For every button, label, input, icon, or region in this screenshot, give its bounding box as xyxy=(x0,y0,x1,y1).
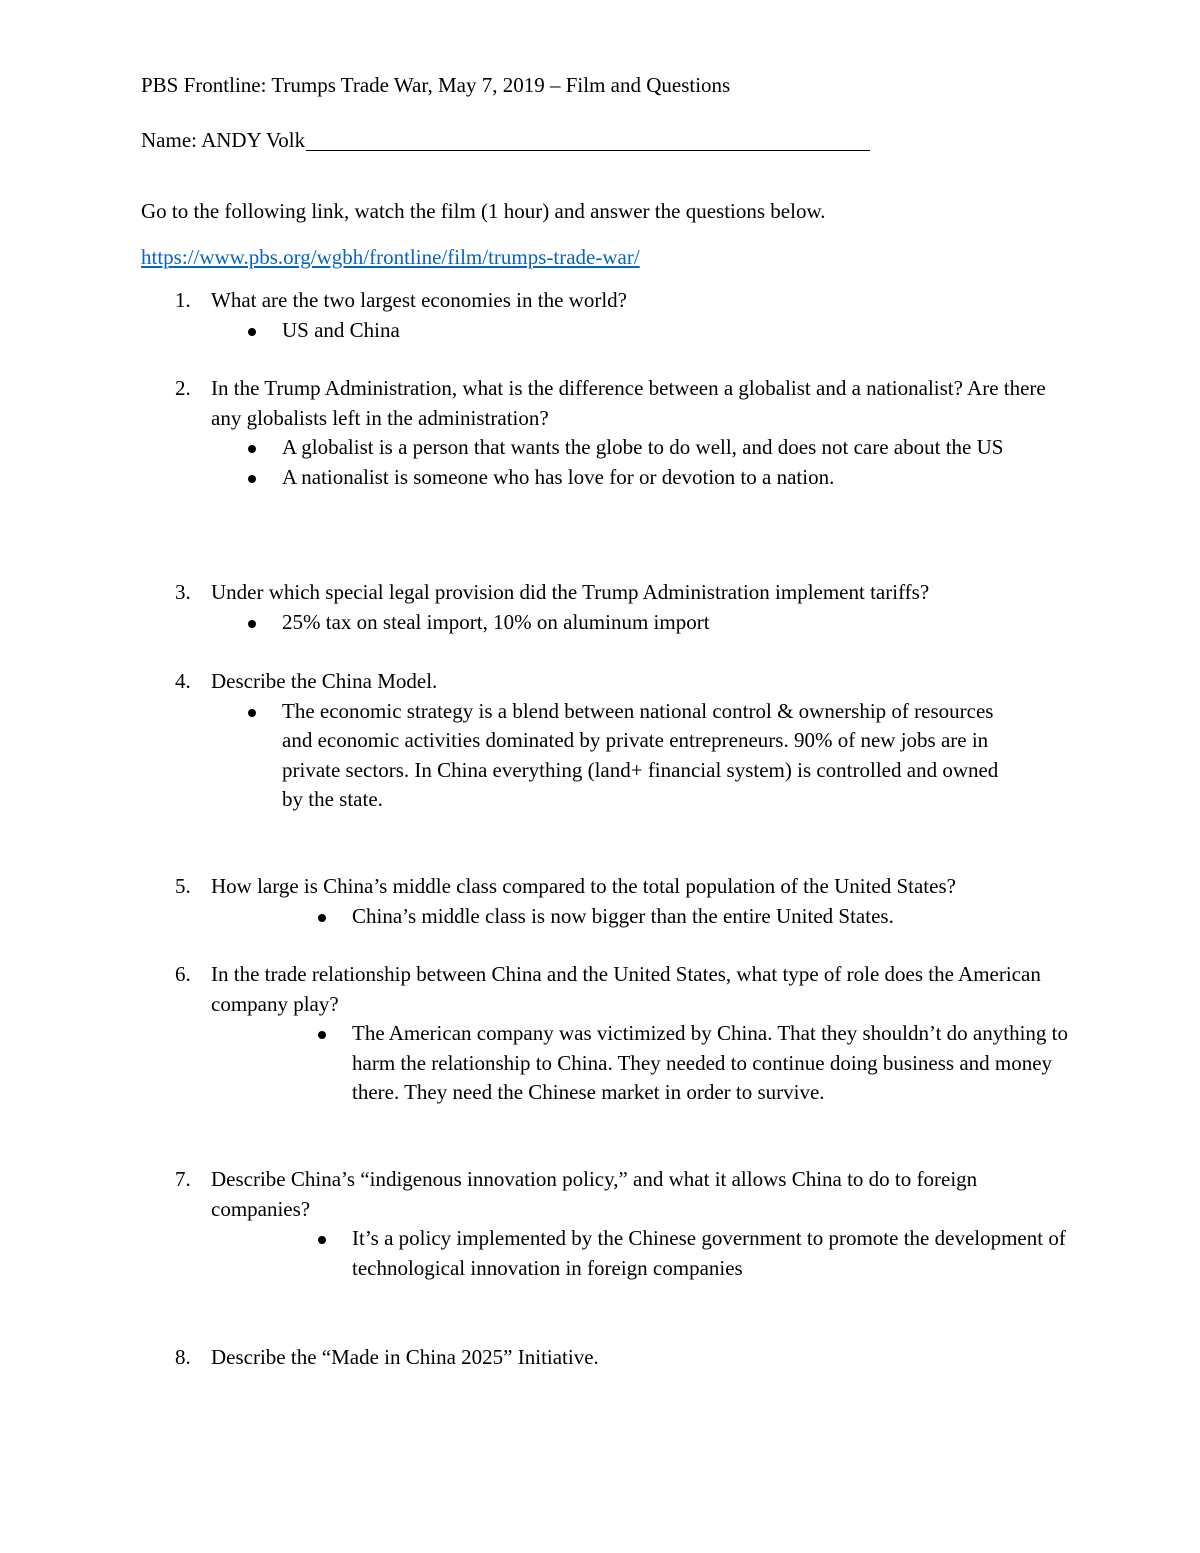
question-8 xyxy=(141,1343,1071,1373)
bullet-icon xyxy=(248,620,256,628)
name-line xyxy=(141,126,870,155)
question-number: 2. xyxy=(175,376,191,400)
answer-list xyxy=(141,902,1071,932)
question-1 xyxy=(141,286,1071,345)
answer-item xyxy=(141,1019,1071,1108)
answer-item xyxy=(141,697,1071,815)
question-number: 8. xyxy=(175,1345,191,1369)
name-label: Name: ANDY Volk xyxy=(141,128,306,152)
answer-text: China’s middle class is now bigger than the entire United States. xyxy=(352,903,894,928)
name-underline xyxy=(306,129,870,151)
bullet-icon xyxy=(318,914,326,922)
question-number: 7. xyxy=(175,1167,191,1191)
question-text: How large is China’s middle class compared to the total population of the United States? xyxy=(211,874,956,898)
question-text: What are the two largest economies in the world? xyxy=(211,288,627,312)
answer-list xyxy=(141,316,1071,346)
question-text: In the trade relationship between China and the United States, what type of role does the American company play? xyxy=(211,962,1041,1016)
bullet-icon xyxy=(318,1031,326,1039)
question-5 xyxy=(141,872,1071,931)
answer-item xyxy=(141,316,1071,346)
bullet-icon xyxy=(248,445,256,453)
answer-text: A globalist is a person that wants the globe to do well, and does not care about the US xyxy=(282,435,1004,459)
answer-item xyxy=(141,608,1071,638)
question-3 xyxy=(141,578,1071,637)
answer-text: US and China xyxy=(282,317,400,342)
question-text: Describe China’s “indigenous innovation policy,” and what it allows China to do to foreign companies? xyxy=(211,1167,978,1221)
answer-list xyxy=(141,697,1071,815)
answer-list xyxy=(141,1224,1071,1283)
question-4 xyxy=(141,667,1071,815)
answer-item xyxy=(141,902,1071,932)
answer-text: 25% tax on steal import, 10% on aluminum import xyxy=(282,609,710,634)
answer-text: A nationalist is someone who has love for or devotion to a nation. xyxy=(282,464,835,489)
question-6 xyxy=(141,960,1071,1108)
question-text: Describe the “Made in China 2025” Initiative. xyxy=(211,1345,599,1369)
answer-item xyxy=(141,433,1071,463)
bullet-icon xyxy=(318,1236,326,1244)
question-text: In the Trump Administration, what is the difference between a globalist and a nationalist? Are there any globalists left in the administration? xyxy=(211,376,1046,430)
bullet-icon xyxy=(248,709,256,717)
answer-item xyxy=(141,1224,1071,1283)
answer-text: It’s a policy implemented by the Chinese government to promote the development of technological innovation in foreign companies xyxy=(352,1226,1066,1280)
question-number: 4. xyxy=(175,669,191,693)
instructions-text: Go to the following link, watch the film (1 hour) and answer the questions below. xyxy=(141,199,826,223)
question-number: 1. xyxy=(175,288,191,312)
question-2 xyxy=(141,374,1071,492)
question-number: 3. xyxy=(175,580,191,604)
question-number: 5. xyxy=(175,874,191,898)
question-7 xyxy=(141,1165,1071,1283)
answer-list xyxy=(141,608,1071,638)
answer-item xyxy=(141,463,1071,493)
question-text: Under which special legal provision did the Trump Administration implement tariffs? xyxy=(211,580,930,604)
bullet-icon xyxy=(248,328,256,336)
answer-text: The American company was victimized by China. That they shouldn’t do anything to harm the relationship to China. They needed to continue doing business and money there. They need the Chinese market in order to survive. xyxy=(352,1021,1068,1104)
film-link[interactable]: https://www.pbs.org/wgbh/frontline/film/trumps-trade-war/ xyxy=(141,245,640,269)
answer-text: The economic strategy is a blend between national control & ownership of resources and economic activities dominated by private entrepreneurs. 90% of new jobs are in private sectors. In China everything (land+ financial system) is controlled and owned by the state. xyxy=(282,698,999,811)
answer-list xyxy=(141,433,1071,492)
document-title: PBS Frontline: Trumps Trade War, May 7, 2019 – Film and Questions xyxy=(141,73,731,97)
answer-list xyxy=(141,1019,1071,1108)
question-number: 6. xyxy=(175,962,191,986)
question-text: Describe the China Model. xyxy=(211,669,438,693)
bullet-icon xyxy=(248,475,256,483)
